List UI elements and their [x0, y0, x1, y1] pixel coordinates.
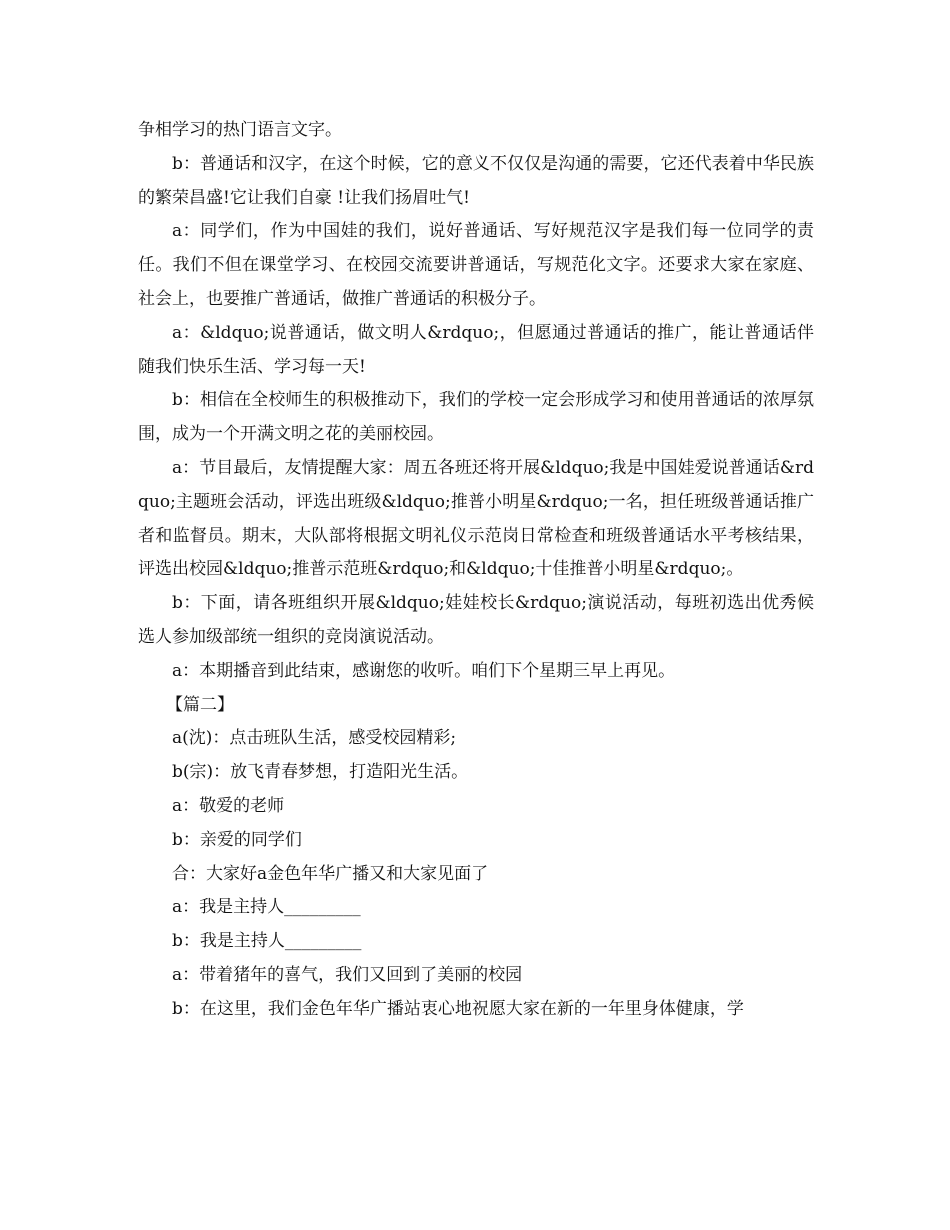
line-a-shen: a(沈)：点击班队生活，感受校园精彩;	[172, 728, 457, 749]
line-b-wishes: b：在这里，我们金色年华广播站衷心地祝愿大家在新的一年里身体健康，学	[172, 998, 744, 1019]
paragraph-a-reminder: a：节目最后，友情提醒大家：周五各班还将开展&ldquo;我是中国娃爱说普通话&rdquo;主题班会活动，评选出班级&ldquo;推普小明星&rdquo;一名，担任班级普通话推广者和监督员。期末，大队部将根据文明礼仪示范岗日常检查和班级普通话水平考核结果，评选出校园&ldquo;推普示范班&rdquo;和&ldquo;十佳推普小明星&rdquo;。	[138, 457, 814, 580]
paragraph-a-responsibility: a：同学们，作为中国娃的我们，说好普通话、写好规范汉字是我们每一位同学的责任。我们不但在课堂学习、在校园交流要讲普通话，写规范化文字。还要求大家在家庭、社会上，也要推广普通话，做推广普通话的积极分子。	[138, 221, 814, 309]
line-b-students: b：亲爱的同学们	[172, 829, 302, 850]
paragraph-continuation: 争相学习的热门语言文字。	[138, 120, 342, 140]
line-a-teachers: a：敬爱的老师	[172, 795, 285, 816]
paragraph-b-speech-activity: b：下面，请各班组织开展&ldquo;娃娃校长&rdquo;演说活动，每班初选出优秀候选人参加级部统一组织的竞岗演说活动。	[138, 593, 814, 647]
line-a-host: a：我是主持人_________	[172, 897, 361, 918]
paragraph-a-slogan: a：&ldquo;说普通话，做文明人&rdquo;，但愿通过普通话的推广，能让普通话伴随我们快乐生活、学习每一天!	[138, 322, 814, 377]
line-b-zong: b(宗)：放飞青春梦想，打造阳光生活。	[172, 762, 469, 783]
document-body	[138, 114, 814, 1027]
line-together-greeting: 合：大家好a金色年华广播又和大家见面了	[172, 863, 489, 884]
line-a-return: a：带着猪年的喜气，我们又回到了美丽的校园	[172, 964, 523, 985]
paragraph-a-closing: a：本期播音到此结束，感谢您的收听。咱们下个星期三早上再见。	[172, 660, 676, 681]
paragraph-b-meaning: b：普通话和汉字，在这个时候，它的意义不仅仅是沟通的需要，它还代表着中华民族的繁荣昌盛!它让我们自豪 !让我们扬眉吐气!	[138, 153, 814, 208]
section-heading-part-two: 【篇二】	[166, 694, 234, 715]
line-b-host: b：我是主持人_________	[172, 931, 362, 952]
paragraph-b-atmosphere: b：相信在全校师生的积极推动下，我们的学校一定会形成学习和使用普通话的浓厚氛围，成为一个开满文明之花的美丽校园。	[138, 390, 814, 445]
